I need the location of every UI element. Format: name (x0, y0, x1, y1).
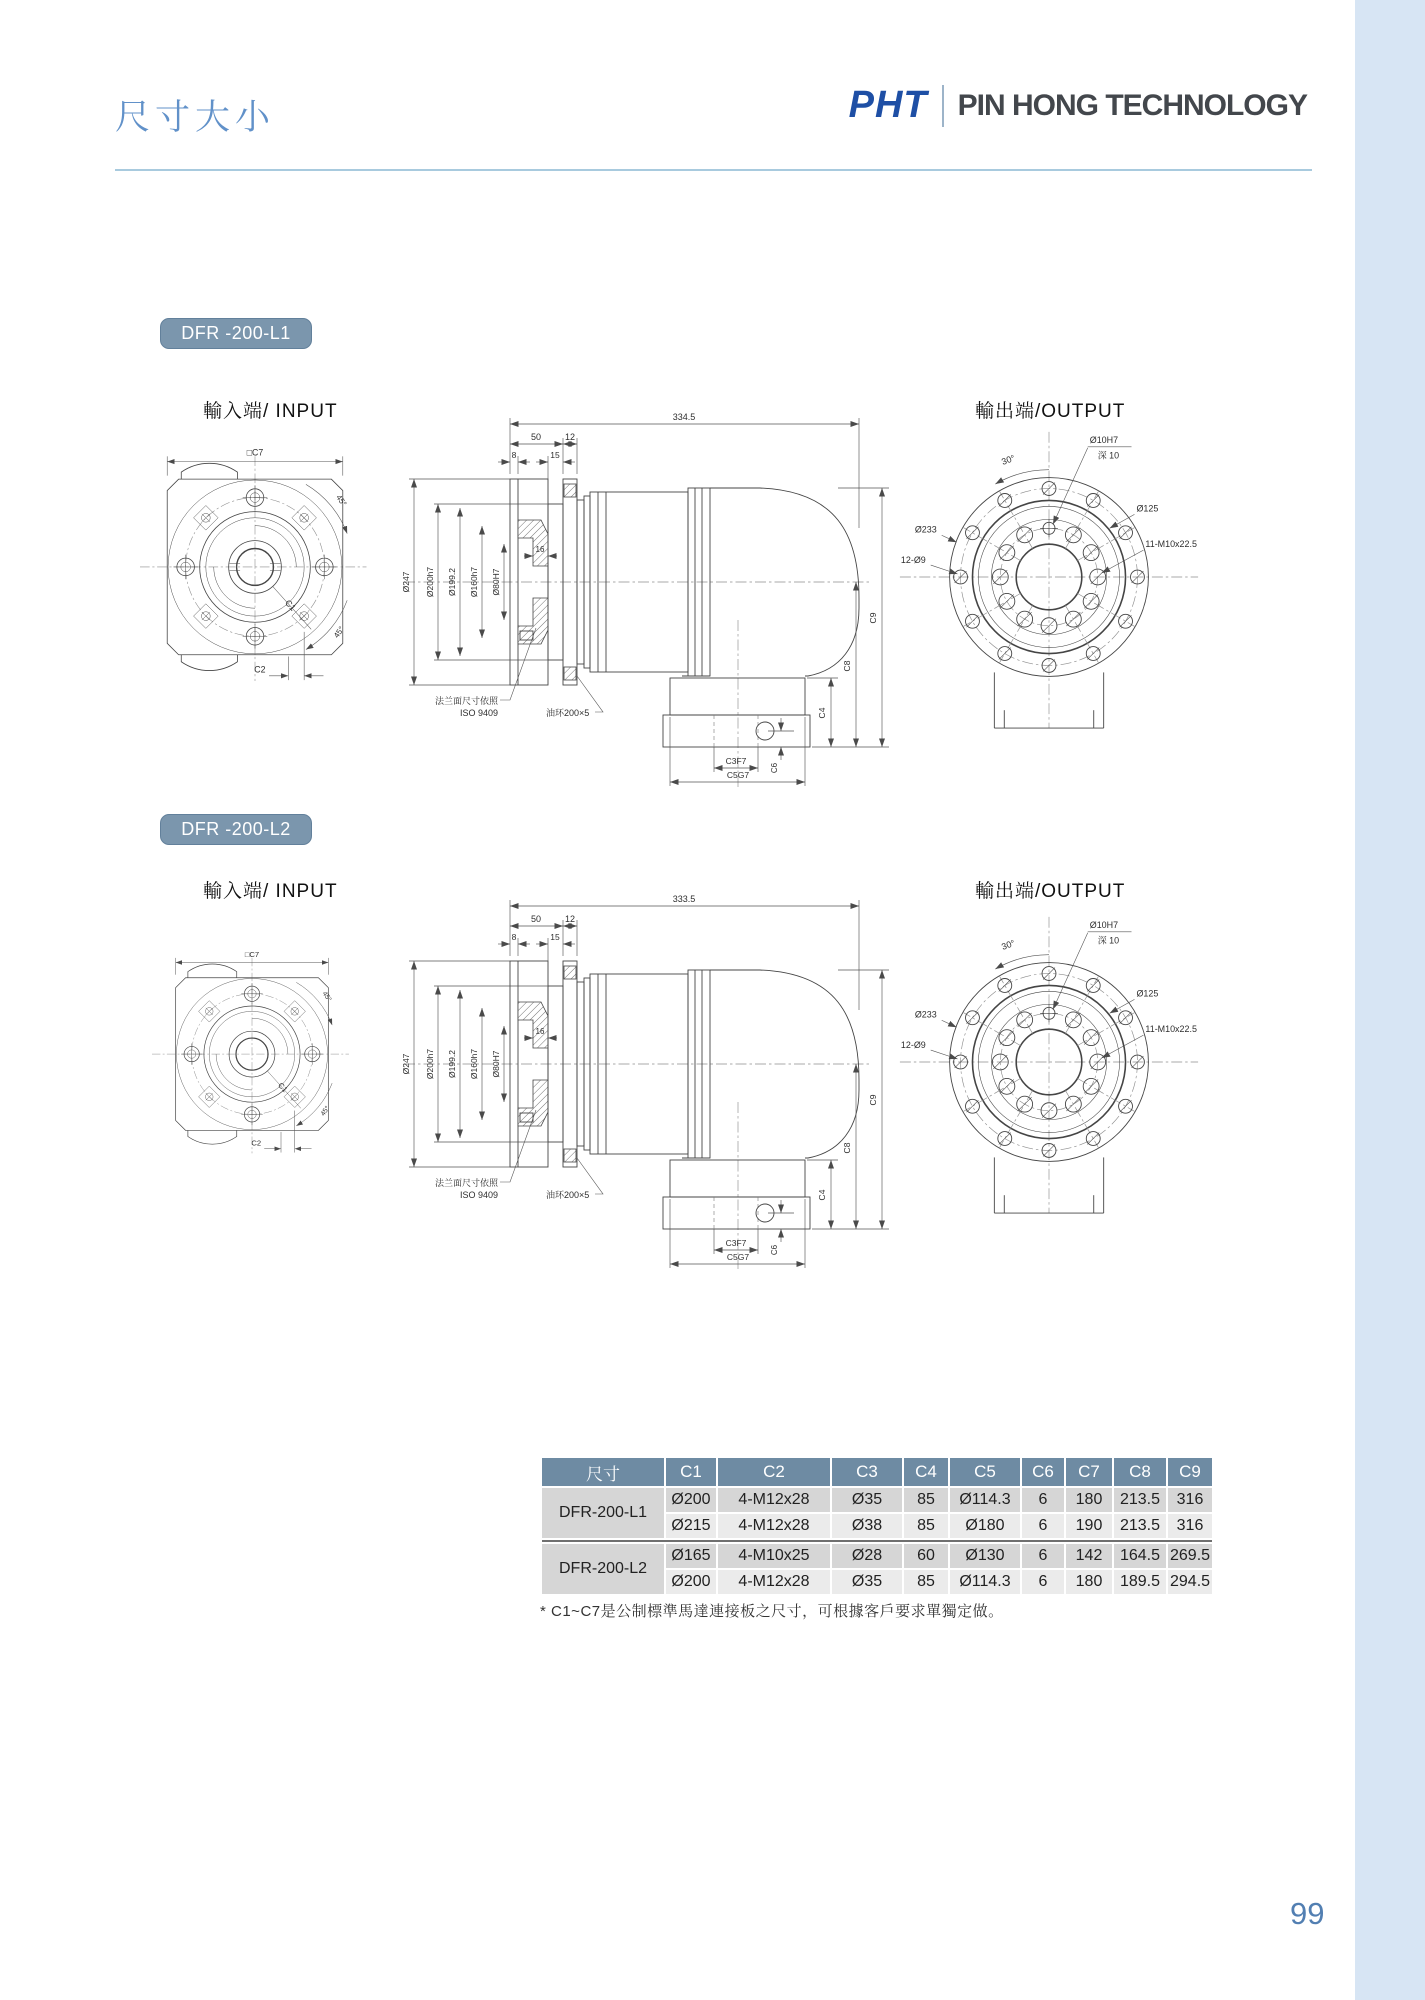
table-cell: 85 (904, 1570, 948, 1594)
dim-45-bottom: 45° (331, 624, 347, 640)
col-header: C9 (1168, 1458, 1212, 1486)
svg-text:深 10: 深 10 (1097, 935, 1120, 946)
dim-c1: C1 (283, 597, 299, 613)
side-view-drawing-l2 (398, 890, 908, 1275)
svg-text:Ø247: Ø247 (401, 571, 411, 593)
svg-text:16: 16 (535, 545, 545, 554)
col-header: C1 (666, 1458, 716, 1486)
col-header: C5 (950, 1458, 1020, 1486)
input-label-l1: 輸入端/ INPUT (203, 401, 338, 422)
dim-tapped-holes: 11-M10x22.5 (1145, 539, 1197, 550)
svg-text:50: 50 (530, 914, 542, 924)
model-cell: DFR-200-L2 (542, 1544, 664, 1594)
table-cell: Ø215 (666, 1514, 716, 1538)
svg-text:15: 15 (550, 450, 560, 460)
svg-text:C8: C8 (842, 1142, 852, 1154)
svg-text:ISO 9409: ISO 9409 (459, 1190, 498, 1200)
svg-text:16: 16 (535, 1027, 545, 1036)
table-footnote: * C1~C7是公制標準馬達連接板之尺寸，可根據客戶要求單獨定做。 (540, 1603, 1004, 1620)
dim-30deg: 30° (1000, 452, 1017, 467)
svg-text:C3F7: C3F7 (725, 756, 747, 766)
table-row (542, 1488, 1212, 1512)
svg-text:C8: C8 (842, 660, 852, 672)
input-view-drawing-l1 (140, 430, 370, 686)
svg-text:法兰面尺寸依照: 法兰面尺寸依照 (434, 1178, 498, 1188)
table-cell: 190 (1066, 1514, 1112, 1538)
col-header: 尺寸 (542, 1458, 664, 1486)
svg-text:45°: 45° (319, 1104, 332, 1118)
side-geometry (404, 961, 870, 1271)
model-badge-l2: DFR -200-L2 (160, 814, 312, 845)
col-header: C3 (832, 1458, 902, 1486)
svg-text:Ø199.2: Ø199.2 (447, 1050, 457, 1078)
input-label-l2: 輸入端/ INPUT (203, 881, 338, 902)
table-cell: Ø200 (666, 1570, 716, 1594)
side-geometry (404, 479, 870, 789)
model-cell: DFR-200-L1 (542, 1488, 664, 1538)
table-cell: Ø114.3 (950, 1570, 1020, 1594)
table-cell: 294.5 (1168, 1570, 1212, 1594)
svg-text:8: 8 (511, 450, 517, 460)
svg-text:Ø233: Ø233 (914, 1009, 937, 1020)
svg-text:Ø160h7: Ø160h7 (469, 566, 479, 598)
input-view-drawing-l2 (152, 935, 352, 1158)
table-cell: Ø38 (832, 1514, 902, 1538)
svg-text:油环200×5: 油环200×5 (546, 1190, 590, 1200)
svg-text:C4: C4 (817, 707, 827, 719)
svg-text:Ø80H7: Ø80H7 (491, 568, 501, 596)
table-cell: 316 (1168, 1514, 1212, 1538)
note-iso-flange: 法兰面尺寸依照 (434, 696, 498, 706)
table-cell: 6 (1022, 1544, 1064, 1568)
col-header: C6 (1022, 1458, 1064, 1486)
side-view-drawing-l1 (398, 408, 908, 793)
svg-text:□C7: □C7 (244, 950, 260, 960)
svg-text:Ø200h7: Ø200h7 (425, 1048, 435, 1080)
dim-c7: □C7 (246, 447, 264, 458)
table-cell: 4-M12x28 (718, 1514, 830, 1538)
col-header: C8 (1114, 1458, 1166, 1486)
table-cell: 6 (1022, 1514, 1064, 1538)
svg-text:C9: C9 (868, 1094, 878, 1106)
output-geometry (900, 917, 1198, 1213)
table-cell: 164.5 (1114, 1544, 1166, 1568)
svg-text:C1: C1 (276, 1080, 290, 1095)
side-dimensions (401, 894, 889, 1268)
group-divider (542, 1540, 1212, 1542)
page-number: 99 (1290, 1896, 1325, 1931)
table-cell: Ø180 (950, 1514, 1020, 1538)
svg-text:C6: C6 (770, 1244, 779, 1256)
table-cell: Ø130 (950, 1544, 1020, 1568)
input-geometry (140, 456, 366, 681)
table-cell: 213.5 (1114, 1514, 1166, 1538)
svg-text:深 10: 深 10 (1097, 450, 1120, 461)
dim-through-holes: 12-Ø9 (900, 555, 926, 566)
dim-45-top: 45° (334, 493, 349, 509)
output-label-l2: 輸出端/OUTPUT (975, 881, 1126, 902)
svg-text:50: 50 (530, 432, 542, 442)
svg-text:C3F7: C3F7 (725, 1238, 747, 1248)
svg-text:C9: C9 (868, 612, 878, 624)
input-geometry (152, 958, 349, 1153)
svg-text:ISO 9409: ISO 9409 (459, 708, 498, 718)
table-cell: 6 (1022, 1488, 1064, 1512)
page-edge-strip (1355, 0, 1425, 2000)
dim-c2: C2 (254, 664, 266, 675)
svg-text:Ø125: Ø125 (1136, 988, 1159, 999)
table-row (542, 1544, 1212, 1568)
output-label-l1: 輸出端/OUTPUT (975, 401, 1126, 422)
table-cell: 269.5 (1168, 1544, 1212, 1568)
svg-text:Ø247: Ø247 (401, 1053, 411, 1075)
svg-text:12: 12 (564, 914, 576, 924)
side-dimensions (401, 412, 889, 786)
company-name: PIN HONG TECHNOLOGY (957, 88, 1307, 122)
col-header: C7 (1066, 1458, 1112, 1486)
table-cell: Ø28 (832, 1544, 902, 1568)
table-cell: 4-M12x28 (718, 1570, 830, 1594)
dim-pin-hole: Ø10H7 (1089, 434, 1119, 445)
svg-text:15: 15 (550, 932, 560, 942)
page-title: 尺寸大小 (115, 98, 276, 137)
output-view-drawing-l1 (885, 412, 1215, 732)
svg-text:C2: C2 (251, 1138, 262, 1148)
table-cell: Ø165 (666, 1544, 716, 1568)
svg-text:C4: C4 (817, 1189, 827, 1201)
svg-text:Ø199.2: Ø199.2 (447, 568, 457, 596)
table-cell: 180 (1066, 1570, 1112, 1594)
table-cell: Ø35 (832, 1570, 902, 1594)
col-header: C2 (718, 1458, 830, 1486)
table-cell: 189.5 (1114, 1570, 1166, 1594)
dim-outer-dia: Ø233 (914, 524, 937, 535)
table-cell: 6 (1022, 1570, 1064, 1594)
col-header: C4 (904, 1458, 948, 1486)
svg-text:11-M10x22.5: 11-M10x22.5 (1145, 1024, 1197, 1035)
svg-text:C6: C6 (770, 762, 779, 774)
svg-text:Ø160h7: Ø160h7 (469, 1048, 479, 1080)
svg-text:Ø10H7: Ø10H7 (1089, 919, 1119, 930)
svg-text:C5G7: C5G7 (726, 770, 750, 780)
input-dimensions (167, 447, 348, 680)
logo-divider (942, 85, 944, 127)
output-view-drawing-l2 (885, 897, 1215, 1217)
table-cell: 85 (904, 1514, 948, 1538)
table-cell: 4-M12x28 (718, 1488, 830, 1512)
svg-text:12: 12 (564, 432, 576, 442)
svg-text:C5G7: C5G7 (726, 1252, 750, 1262)
dim-total-length: 334.5 (672, 412, 696, 422)
table-header-row (542, 1458, 1212, 1486)
brand-header (849, 84, 1307, 127)
svg-text:Ø80H7: Ø80H7 (491, 1050, 501, 1078)
table-cell: 316 (1168, 1488, 1212, 1512)
table-cell: 85 (904, 1488, 948, 1512)
table-cell: 180 (1066, 1488, 1112, 1512)
svg-text:45°: 45° (320, 990, 333, 1003)
table-cell: Ø114.3 (950, 1488, 1020, 1512)
dimensions-table (540, 1456, 1214, 1596)
table-cell: 142 (1066, 1544, 1112, 1568)
table-cell: 213.5 (1114, 1488, 1166, 1512)
table-cell: 4-M10x25 (718, 1544, 830, 1568)
output-geometry (900, 432, 1198, 728)
table-cell: 60 (904, 1544, 948, 1568)
table-cell: Ø35 (832, 1488, 902, 1512)
dim-total-length: 333.5 (672, 894, 696, 904)
note-oil-ring: 油环200×5 (546, 708, 590, 718)
svg-text:30°: 30° (1000, 937, 1017, 952)
pht-logo: PHT (848, 84, 928, 126)
model-badge-l1: DFR -200-L1 (160, 318, 312, 349)
input-dimensions (176, 950, 334, 1152)
dim-bolt-circle: Ø125 (1136, 503, 1159, 514)
svg-text:12-Ø9: 12-Ø9 (900, 1040, 926, 1051)
header-rule (115, 169, 1312, 171)
table-cell: Ø200 (666, 1488, 716, 1512)
svg-text:8: 8 (511, 932, 517, 942)
svg-text:Ø200h7: Ø200h7 (425, 566, 435, 598)
